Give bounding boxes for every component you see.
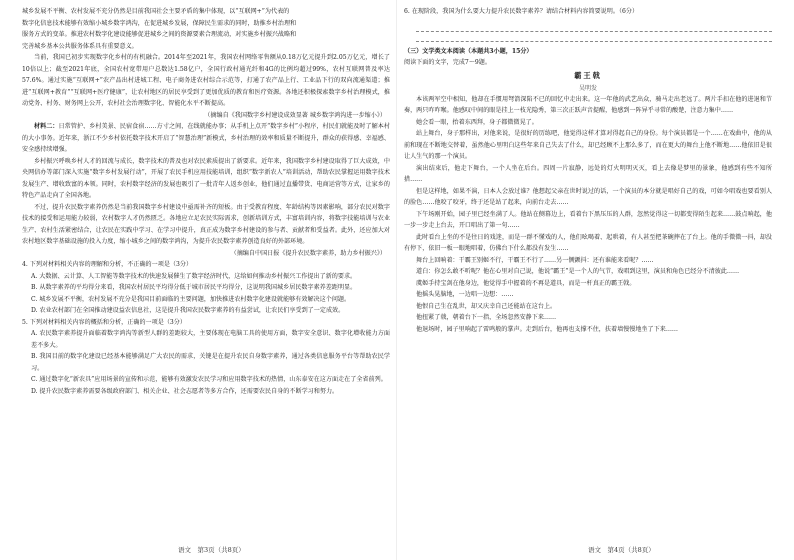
source-citation: （摘编自《我国数字乡村建设成效显著 城乡数字鸿沟进一步缩小》）	[204, 111, 386, 119]
story-body	[404, 94, 772, 336]
intro-line: 城乡发展不平衡、农村发展不充分仍然是目前我国社会主要矛盾的集中体现，以“互联网+”为代表的	[22, 8, 290, 15]
option-d[interactable]: D. 农业农村部门在全国推动建设益农信息社，这是提升我国农民数字素养的有益尝试，让农民们享受到了一定成效。	[31, 307, 345, 314]
intro-line: 数字化信息技术能够有效缩小城乡数字鸿沟，在促进城乡发展，保障民生需求的同时，助推乡村治理和	[22, 19, 297, 27]
story-paragraph: 但是这样地，如果不演，日本人会放过谁？他想起父亲在世时说过的话，一个演员的本分就是唱好自己的戏，可如今唱戏也要看别人的脸色……他咬了咬牙，终于还是站了起来，向前台走去……	[404, 187, 772, 206]
question-stem: 6. 在现阶段，我国为什么要大力提升农民数字素养？请结合材料内容简要说明。（6分）	[404, 8, 639, 15]
material-label: 材料二：	[34, 123, 59, 130]
story-paragraph: 他退场时，园子里响起了雷鸣般的掌声。走到后台，他再也支撑不住，扶着墙慢慢地坐了下来……	[416, 325, 679, 333]
story-paragraph: 道白：你怎么敢不听呢？他在心里对自己说，他说“霸王”是一个人的气节，戏唱到这里，演员和角色已经分不清彼此……	[416, 268, 740, 275]
paragraph: 不过，提升农民数字素养仍然是当前我国数字乡村建设中亟需补齐的短板。由于受教育程度、年龄结构等因素影响，部分农民对数字技术的接受和运用能力较弱，农村数字人才仍然匮乏。各地应立足农民实际需求，创新培训方式，丰富培训内容，将数字技能培训与农业生产、农村生活紧密结合，让农民在实践中学习、在学习中提升，真正成为数字乡村建设的参与者、贡献者和受益者。此外，还应加大对农村地区数字基础设施的投入力度，缩小城乡之间的数字鸿沟，为提升农民数字素养创造良好的外部环境。	[22, 203, 390, 245]
story-paragraph: 此时看台上坐的不是往日的戏迷，而是一群不懂戏的人，他们吆喝着、起哄着，有人甚至把茶碗摔在了台上。他的手微微一抖，却没有停下，依旧一板一眼地唱着，仿佛台下什么都没有发生……	[404, 233, 772, 252]
story-paragraph: 虞姬手持宝剑在他身边，他觉得手中握着的不再是道具，而是一杆真正的霸王戟。	[416, 279, 636, 287]
option-d[interactable]: D. 提升农民数字素养需要各级政府部门、相关企业、社会志愿者等多方合作，还需要农民自身的不断学习和努力。	[31, 387, 339, 395]
intro-line: 完善城乡基本公共服务体系具有重要意义。	[22, 42, 138, 50]
intro-line: 服务方式的变革。推进农村数字化建设能够促进城乡之间的资源要素合理流动，对实施乡村振兴战略和	[22, 31, 297, 38]
page-footer: 语文 第3页（共8页）	[178, 546, 245, 554]
left-page	[22, 6, 390, 397]
paragraph: 乡村振兴呼唤乡村人才的回流与成长，数字技术的普及也对农民素质提出了新要求。近年来，我国数字乡村建设取得了巨大成效，中央网信办等部门深入实施“数字乡村发展行动”，开展了农民手机应用技能培训，组织“数字新农人”培训活动，帮助农民掌握运用数字技术发展生产、增收致富的本领。同时，农村数字经济的发展也吸引了一批青年人返乡创业，他们通过直播带货、电商运营等方式，让家乡的特色产品走向了全国各地。	[22, 157, 390, 199]
answer-line	[416, 22, 772, 32]
story-paragraph: 站上舞台，身子那样出，对他来说，是很好的历练吧，他觉得这样才算对得起自己的身份。每个演员都是一个……在戏曲中，他的从前和现在不断地交替着，虽然他心里明白这些年来自己失去了什么，却已经顾不上那么多了，而在更大的舞台上他不断地……他依旧是很让人生气的那一个演员。	[404, 130, 772, 160]
section-instruction: 阅读下面的文字，完成7～9题。	[404, 59, 491, 66]
story-paragraph: 下午场刚开始，园子里已经坐满了人。他站在侧幕边上，看着台下黑压压的人群，忽然觉得这一切都变得陌生起来……鼓点响起，他一步一步走上台去，开口唱出了第一句……	[404, 210, 772, 229]
story-author: 吴明发	[578, 84, 597, 92]
story-paragraph: 舞台上回响着：干霸王别姬不行，干霸王不行了……另一侧颤抖：还有谁能来看呢？……	[416, 256, 654, 264]
story-paragraph: 本该两军空中相知，他却在手惯用弩箭深陷不已的回忆中走出来。这一年他的武艺出众，骑马走出老远了。两片手扣在他的进退和节奏，两只咋咋喉。他感叹中间的眼是挂上一枝光隐秀，第三次正跃声音提醒，他感到一阵异乎寻常的酸楚，注意力集中……	[404, 95, 772, 114]
answer-area[interactable]	[416, 22, 772, 42]
question-6	[404, 6, 772, 42]
question-stem: 5. 下列对材料相关内容的概括和分析，正确的一项是（3分）	[22, 318, 186, 326]
material-1	[22, 6, 390, 121]
option-c[interactable]: C. 通过数字化“新农具”应用场景的宣传和示范，能够有效激发农民学习和应用数字技术的热情，山东泰安在这方面走在了全省前列。	[31, 376, 387, 383]
option-a[interactable]: A. 农民数字素养提升面临着数字鸿沟等新型人群的差距较大，主要体现在电脑工具的使用方面，数字安全意识、数字化增收能力方面差不多大。	[31, 330, 390, 349]
question-4	[22, 259, 390, 317]
answer-line	[416, 32, 772, 42]
story-title: 霸王戟	[574, 70, 602, 80]
right-page	[404, 6, 772, 335]
material-2	[22, 121, 390, 259]
option-a[interactable]: A. 大数据、云计算、人工智能等数字技术的快速发展催生了数字经济时代，这给如何推动乡村振兴工作提出了新的要求。	[31, 272, 357, 280]
option-b[interactable]: B. 从数字素养的平均得分来看，我国农村居民平均得分低于城市居民平均得分，这说明我国城乡居民数字素养差距明显。	[31, 284, 357, 291]
story-paragraph: 她会看一眼，抬着东西拜，身子都微微晃了。	[416, 118, 538, 126]
question-5	[22, 317, 390, 398]
story-paragraph: 演出结束后，他走下舞台，一个人坐在后台。四周一片寂静，远处的灯火明明灭灭，看上去像是梦里的景象，他感到有些不知所措……	[404, 164, 772, 183]
story-paragraph: 他摇头晃脑地，一边唱一边想：……	[416, 291, 514, 298]
page-footer: 语文 第4页（共8页）	[588, 546, 655, 554]
section-heading: （三）文学类文本阅读（本题共3小题，15分）	[404, 47, 533, 55]
page-gutter	[396, 0, 397, 560]
option-c[interactable]: C. 城乡发展不平衡，农村发展不充分是我国目前面临的主要问题，加快推进农村数字化建设就能够有效解决这个问题。	[31, 295, 351, 303]
paragraph: 当前，我国已初步实现数字化乡村的有机融合。2014年至2021年，我国农村网络零售额从0.18万亿元提升到2.05万亿元，增长了10倍以上；截至2021年底，全国农村宽带用户总数达1.58亿户，全国行政村通光纤和4G的比例均超过99%，农村互联网普及率达57.6%。通过实施“互联网+”农产品出村进城工程、电子商务进农村综合示范等，打通了农产品上行、工业品下行的双向流通渠道；推进“互联网+教育”“互联网+医疗健康”，让农村地区的居民享受到了更加优质的教育和医疗资源。各地还积极探索数字乡村治理模式，推动党务、村务、财务网上公开，农村社会治理数字化、智能化水平不断提高。	[22, 54, 390, 107]
story-paragraph: 他扭紧了戟，朝着台下一指，全场忽然安静下来……	[416, 314, 557, 321]
paragraph: 日常管护、乡村美景、民宿食宿……方寸之间，在线就能办事；从手机上点开“数字乡村”小程序，村民们就能及时了解本村的大小事务。近年来，浙江不少乡村依托数字技术开启了“智慧治理”新模式，乡村治理的效率和质量不断提升，群众的获得感、幸福感、安全感持续增强。	[22, 123, 390, 153]
question-stem: 4. 下列对材料相关内容的理解和分析，不正确的一项是（3分）	[22, 261, 193, 268]
story-paragraph: 他恨自己生在乱世，却又庆幸自己还能站在这台上。	[416, 302, 557, 310]
option-b[interactable]: B. 我国目前的数字化建设已经基本能够满足广大农民的需求，关键是在提升农民自身数字素养，通过各类信息服务平台等帮助农民学习。	[31, 353, 390, 372]
source-citation: （摘编自中国日报《提升农民数字素养，助力乡村振兴》）	[230, 249, 386, 257]
